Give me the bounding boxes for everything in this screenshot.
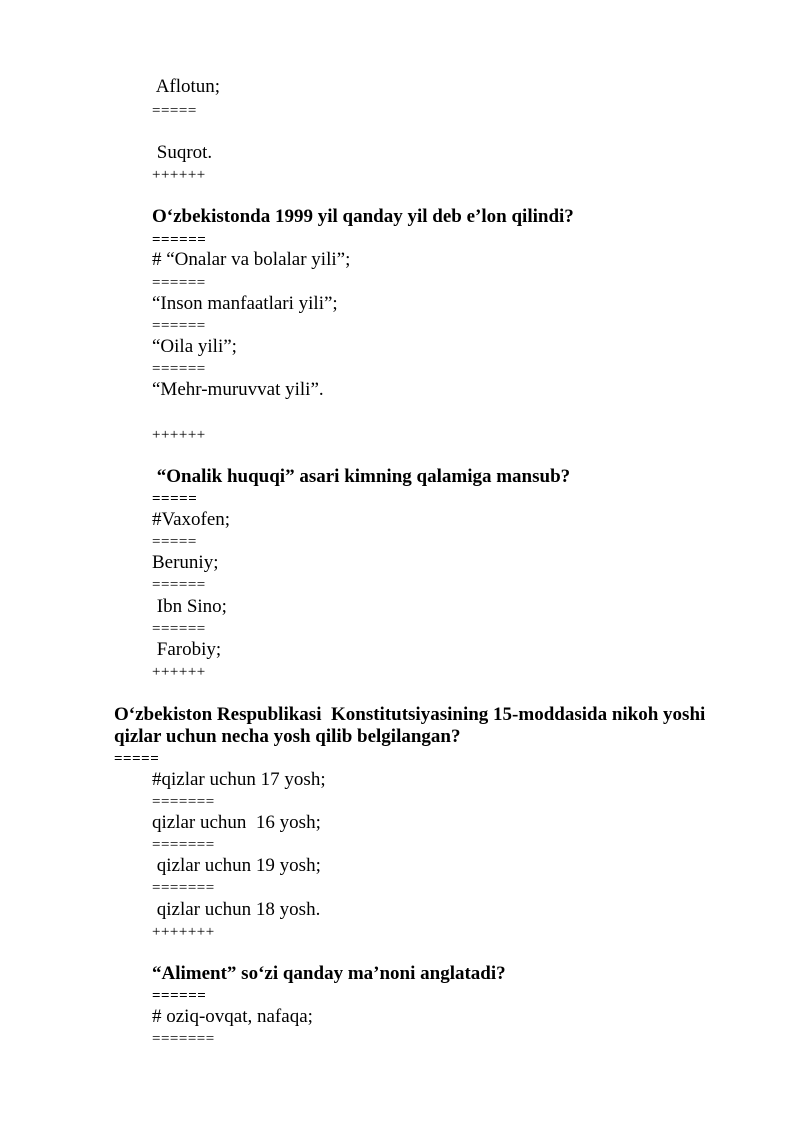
- answer-option: Farobiy;: [152, 639, 222, 660]
- separator: =======: [152, 880, 215, 896]
- separator: =====: [152, 103, 197, 119]
- answer-option: Suqrot.: [152, 142, 213, 163]
- question-text: O‘zbekistonda 1999 yil qanday yil deb e’lon qilindi?: [152, 206, 574, 227]
- separator: =======: [152, 794, 215, 810]
- answer-option: qizlar uchun 16 yosh;: [152, 812, 321, 833]
- separator: ++++++: [152, 664, 206, 680]
- answer-option-correct: #Vaxofen;: [152, 509, 231, 530]
- question-text: qizlar uchun necha yosh qilib belgilangan?: [114, 726, 461, 747]
- separator: ======: [152, 988, 207, 1004]
- separator: ======: [152, 275, 206, 291]
- question-text: “Onalik huquqi” asari kimning qalamiga mansub?: [152, 466, 571, 487]
- answer-option: “Mehr-muruvvat yili”.: [152, 379, 324, 400]
- answer-option: Aflotun;: [152, 76, 221, 97]
- separator: ======: [152, 361, 206, 377]
- answer-option-correct: #qizlar uchun 17 yosh;: [152, 769, 326, 790]
- separator: =====: [152, 534, 197, 550]
- separator: ++++++: [152, 427, 206, 443]
- separator: =======: [152, 1031, 215, 1047]
- separator: ======: [152, 621, 206, 637]
- answer-option: Ibn Sino;: [152, 596, 227, 617]
- separator: ======: [152, 318, 206, 334]
- separator: ======: [152, 232, 207, 248]
- separator: =======: [152, 837, 215, 853]
- separator: =====: [152, 491, 198, 507]
- answer-option: “Inson manfaatlari yili”;: [152, 293, 338, 314]
- answer-option-correct: # “Onalar va bolalar yili”;: [152, 249, 351, 270]
- separator: =====: [114, 751, 160, 767]
- answer-option: qizlar uchun 19 yosh;: [152, 855, 321, 876]
- question-text: O‘zbekiston Respublikasi Konstitutsiyasining 15-moddasida nikoh yoshi: [114, 704, 706, 725]
- separator: +++++++: [152, 924, 215, 940]
- answer-option: qizlar uchun 18 yosh.: [152, 899, 321, 920]
- answer-option: Beruniy;: [152, 552, 219, 573]
- answer-option-correct: # oziq-ovqat, nafaqa;: [152, 1006, 313, 1027]
- answer-option: “Oila yili”;: [152, 336, 237, 357]
- separator: ======: [152, 577, 206, 593]
- question-text: “Aliment” so‘zi qanday ma’noni anglatadi?: [152, 963, 506, 984]
- separator: ++++++: [152, 167, 206, 183]
